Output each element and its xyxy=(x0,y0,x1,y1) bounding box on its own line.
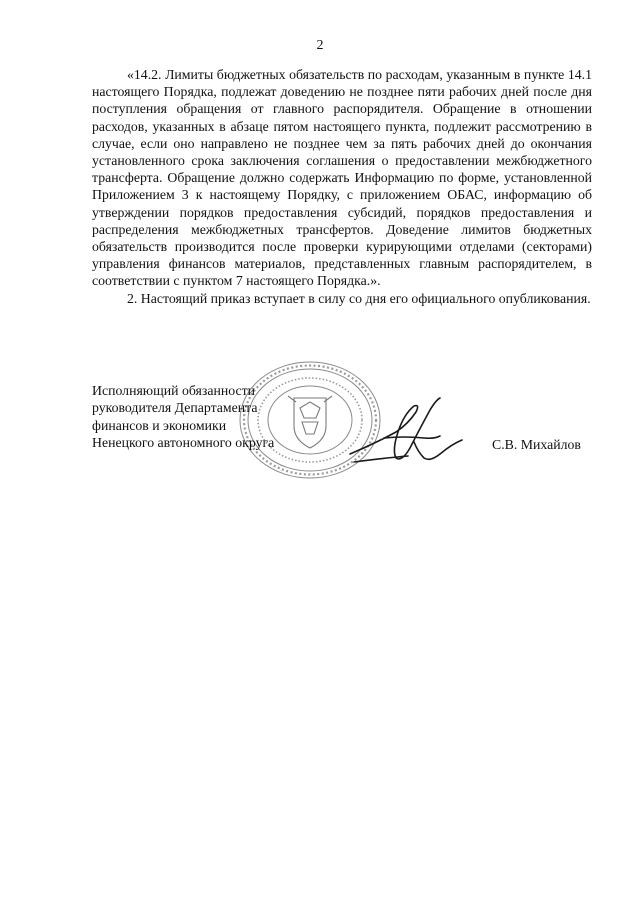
signer-position-line: Ненецкого автономного округа xyxy=(92,435,275,451)
signer-position-line: Исполняющий обязанности xyxy=(92,383,255,398)
handwritten-signature-icon xyxy=(344,392,468,472)
signer-name: С.В. Михайлов xyxy=(492,437,581,452)
signer-position-line: руководителя Департамента xyxy=(92,400,258,416)
document-body xyxy=(92,66,592,307)
signer-position-line: финансов и экономики xyxy=(92,417,227,433)
page-number: 2 xyxy=(316,38,324,53)
signer-position xyxy=(92,382,274,452)
paragraph-2: 2. Настоящий приказ вступает в силу со дня его официального опубликования. xyxy=(127,290,591,306)
paragraph-14-2: «14.2. Лимиты бюджетных обязательств по расходам, указанным в пункте 14.1 настоящего Порядка, подлежат доведению не позднее пяти рабочих дней после дня поступления обращения от главного распорядителя. Обращение в отношении расходов, указанных в абзаце пятом настоящего пункта, подлежит рассмотрению в случае, если оно направлено не позднее чем за пять рабочих дней до окончания установленного срока заключения соглашения о предоставлении межбюджетного трансферта. Обращение должно содержать Информацию по форме, установленной Приложением 3 к настоящему Порядку, с приложением ОБАС, информацию об утверждении порядков предоставления субсидий, порядков предоставления и распределения межбюджетных трансфертов. Доведение лимитов бюджетных обязательств производится после проверки курирующими отделами (секторами) управления финансов материалов, представленных главным распорядителем, в соответствии с пунктом 7 настоящего Порядка.». xyxy=(92,67,592,289)
